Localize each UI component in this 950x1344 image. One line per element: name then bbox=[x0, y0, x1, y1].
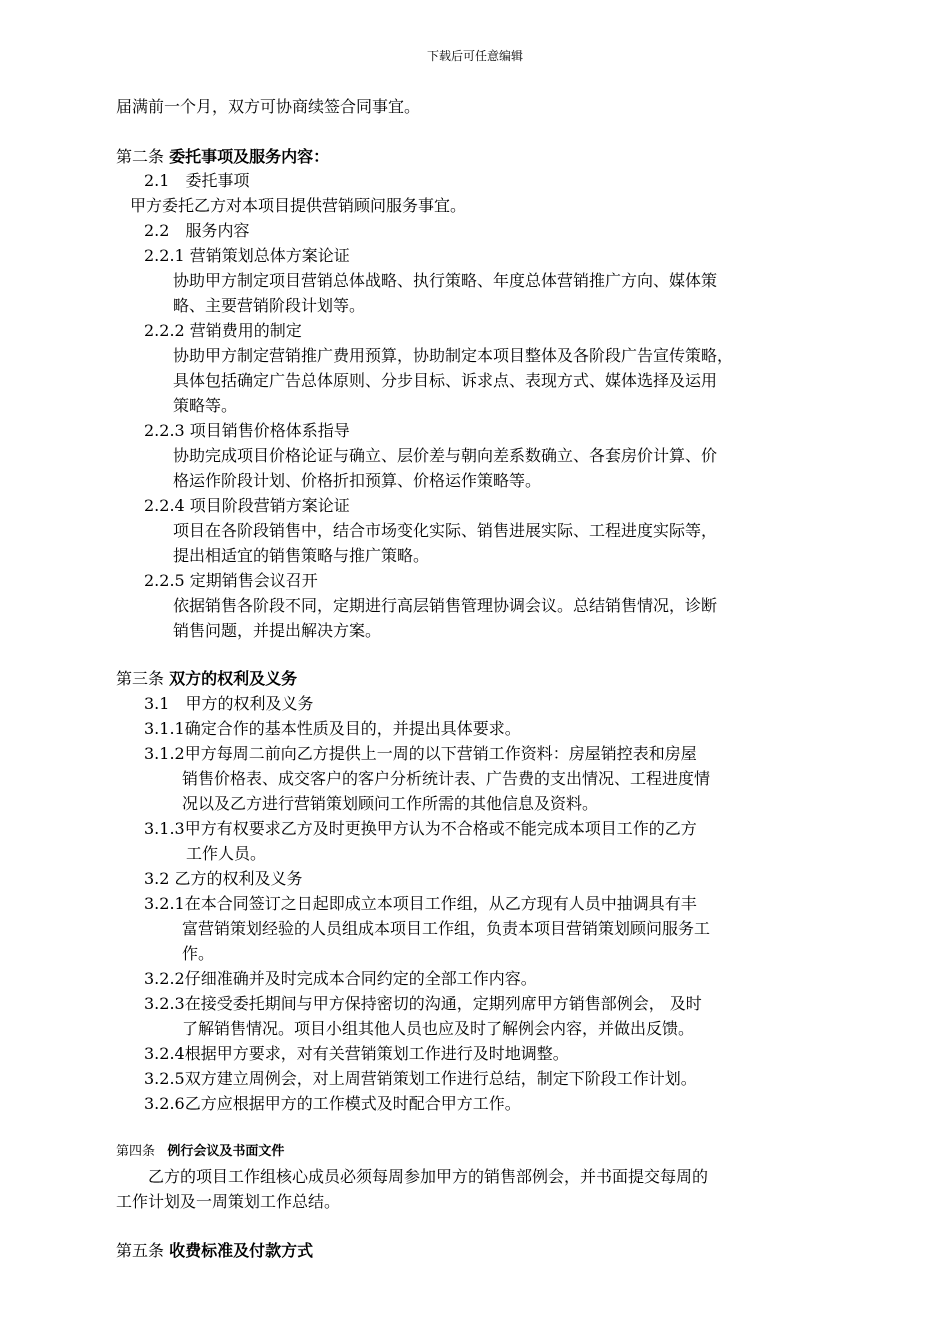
item-3-2-1-line: 作。 bbox=[182, 944, 215, 963]
item-3-2-3: 3.2.3在接受委托期间与甲方保持密切的沟通，定期列席甲方销售部例会， 及时 bbox=[144, 994, 702, 1013]
item-2-2-3: 2.2.3 项目销售价格体系指导 bbox=[144, 421, 350, 440]
item-3-2: 3.2 乙方的权利及义务 bbox=[144, 869, 303, 888]
section-3-heading bbox=[116, 668, 297, 690]
section-number: 第四条 bbox=[116, 1144, 156, 1159]
item-2-2-1-line: 略、主要营销阶段计划等。 bbox=[173, 296, 366, 315]
item-2-2: 2.2 服务内容 bbox=[144, 221, 250, 240]
item-2-2-4: 2.2.4 项目阶段营销方案论证 bbox=[144, 496, 350, 515]
item-2-2-2-line: 策略等。 bbox=[173, 396, 238, 415]
item-3-1-2-line: 销售价格表、成交客户的客户分析统计表、广告费的支出情况、工程进度情 bbox=[182, 769, 711, 788]
item-3-1-3-line: 工作人员。 bbox=[186, 844, 267, 863]
item-3-1-1: 3.1.1确定合作的基本性质及目的，并提出具体要求。 bbox=[144, 719, 521, 738]
item-2-2-3-line: 协助完成项目价格论证与确立、层价差与朝向差系数确立、各套房价计算、价 bbox=[173, 446, 718, 465]
item-3-1-2-line: 况以及乙方进行营销策划顾问工作所需的其他信息及资料。 bbox=[182, 794, 599, 813]
section-title: 双方的权利及义务 bbox=[169, 669, 298, 688]
item-3-2-1-line: 富营销策划经验的人员组成本项目工作组，负责本项目营销策划顾问服务工 bbox=[182, 919, 711, 938]
item-2-2-5-line: 依据销售各阶段不同，定期进行高层销售管理协调会议。总结销售情况，诊断 bbox=[173, 596, 718, 615]
item-3-1-3: 3.1.3甲方有权要求乙方及时更换甲方认为不合格或不能完成本项目工作的乙方 bbox=[144, 819, 697, 838]
section-title: 收费标准及付款方式 bbox=[169, 1241, 314, 1260]
item-2-2-3-line: 格运作阶段计划、价格折扣预算、价格运作策略等。 bbox=[173, 471, 542, 490]
section-number: 第三条 bbox=[116, 669, 165, 688]
item-3-2-1: 3.2.1在本合同签订之日起即成立本项目工作组，从乙方现有人员中抽调具有丰 bbox=[144, 894, 697, 913]
section-title: 例行会议及书面文件 bbox=[167, 1144, 285, 1159]
page-header: 下载后可任意编辑 bbox=[426, 49, 523, 63]
item-2-2-1-line: 协助甲方制定项目营销总体战略、执行策略、年度总体营销推广方向、媒体策 bbox=[173, 271, 718, 290]
section-number: 第五条 bbox=[116, 1241, 165, 1260]
item-3-1-2: 3.1.2甲方每周二前向乙方提供上一周的以下营销工作资料：房屋销控表和房屋 bbox=[144, 744, 697, 763]
section-4-line: 工作计划及一周策划工作总结。 bbox=[116, 1192, 341, 1211]
item-2-2-2-line: 协助甲方制定营销推广费用预算，协助制定本项目整体及各阶段广告宣传策略， bbox=[173, 346, 734, 365]
item-2-1-text: 甲方委托乙方对本项目提供营销顾问服务事宜。 bbox=[130, 196, 467, 215]
item-2-2-4-line: 提出相适宜的销售策略与推广策略。 bbox=[173, 546, 430, 565]
item-2-2-4-line: 项目在各阶段销售中，结合市场变化实际、销售进展实际、工程进度实际等， bbox=[173, 521, 718, 540]
item-2-2-1: 2.2.1 营销策划总体方案论证 bbox=[144, 246, 350, 265]
item-3-2-3-line: 了解销售情况。项目小组其他人员也应及时了解例会内容，并做出反馈。 bbox=[182, 1019, 695, 1038]
section-number: 第二条 bbox=[116, 147, 165, 166]
item-2-2-2: 2.2.2 营销费用的制定 bbox=[144, 321, 302, 340]
section-5-heading bbox=[116, 1240, 313, 1262]
section-4-heading bbox=[116, 1141, 284, 1163]
item-3-2-5: 3.2.5双方建立周例会，对上周营销策划工作进行总结，制定下阶段工作计划。 bbox=[144, 1069, 697, 1088]
intro-line: 届满前一个月，双方可协商续签合同事宜。 bbox=[116, 97, 421, 116]
section-title: 委托事项及服务内容： bbox=[169, 147, 330, 166]
item-3-2-4: 3.2.4根据甲方要求，对有关营销策划工作进行及时地调整。 bbox=[144, 1044, 569, 1063]
item-2-2-5-line: 销售问题，并提出解决方案。 bbox=[173, 621, 382, 640]
section-4-line: 乙方的项目工作组核心成员必须每周参加甲方的销售部例会，并书面提交每周的 bbox=[148, 1167, 709, 1186]
item-3-2-6: 3.2.6乙方应根据甲方的工作模式及时配合甲方工作。 bbox=[144, 1094, 521, 1113]
item-3-2-2: 3.2.2仔细准确并及时完成本合同约定的全部工作内容。 bbox=[144, 969, 537, 988]
item-3-1: 3.1 甲方的权利及义务 bbox=[144, 694, 314, 713]
item-2-1: 2.1 委托事项 bbox=[144, 171, 250, 190]
item-2-2-5: 2.2.5 定期销售会议召开 bbox=[144, 571, 318, 590]
item-2-2-2-line: 具体包括确定广告总体原则、分步目标、诉求点、表现方式、媒体选择及运用 bbox=[173, 371, 718, 390]
section-2-heading bbox=[116, 146, 329, 168]
